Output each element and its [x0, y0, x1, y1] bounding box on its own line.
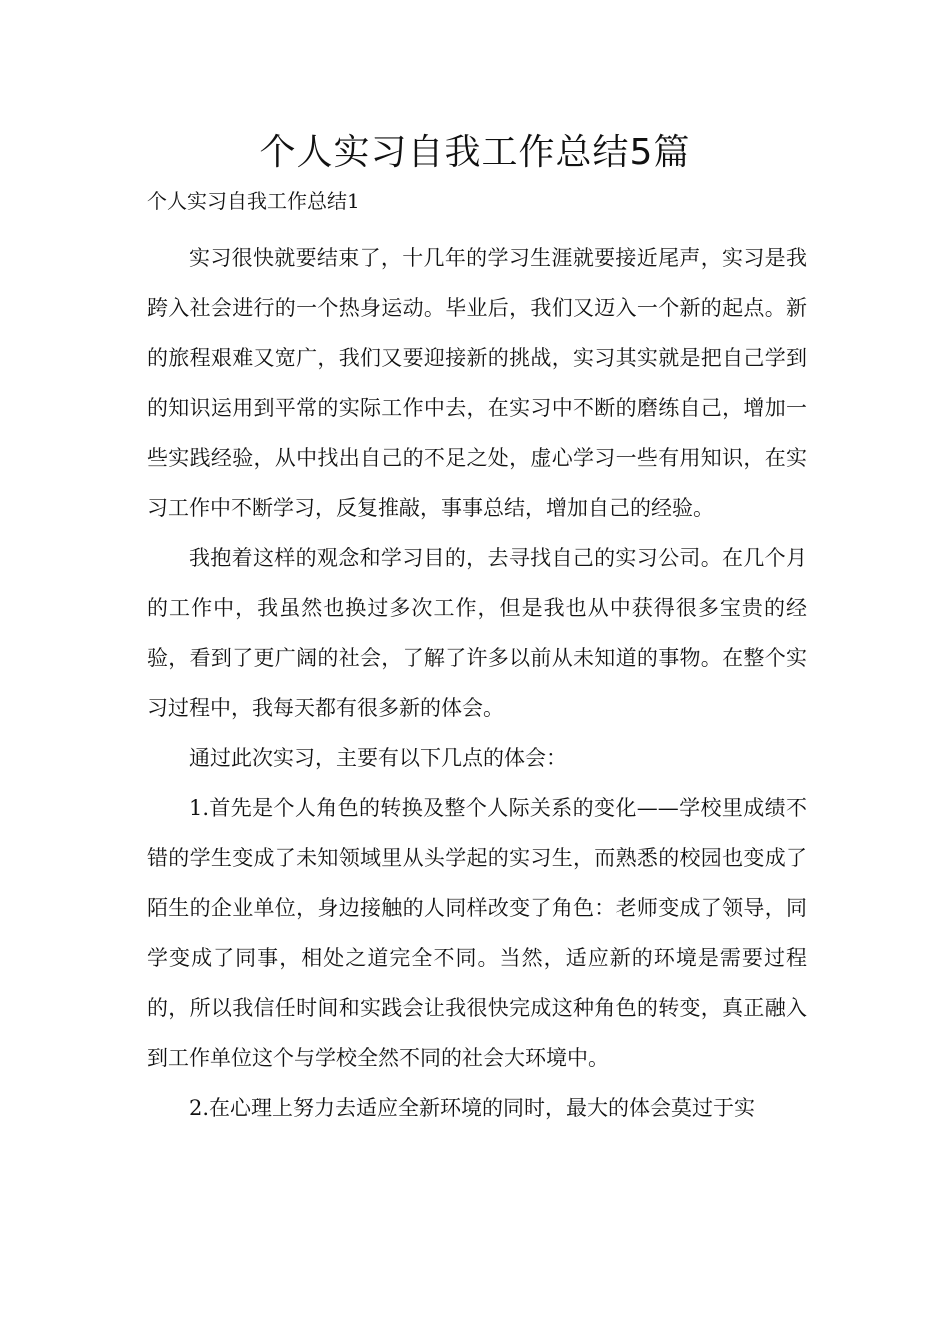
document-title: 个人实习自我工作总结5篇 [259, 132, 691, 173]
paragraph-1: 实习很快就要结束了，十几年的学习生涯就要接近尾声，实习是我跨入社会进行的一个热身运动。毕业后，我们又迈入一个新的起点。新的旅程艰难又宽广，我们又要迎接新的挑战，实习其实就是把自己学到的知识运用到平常的实际工作中去，在实习中不断的磨练自己，增加一些实践经验，从中找出自己的不足之处，虚心学习一些有用知识，在实习工作中不断学习，反复推敲，事事总结，增加自己的经验。 [147, 246, 807, 520]
document-body [147, 233, 807, 1133]
paragraph-5: 2.在心理上努力去适应全新环境的同时，最大的体会莫过于实 [189, 1096, 756, 1120]
paragraph-2: 我抱着这样的观念和学习目的，去寻找自己的实习公司。在几个月的工作中，我虽然也换过多次工作，但是我也从中获得很多宝贵的经验，看到了更广阔的社会，了解了许多以前从未知道的事物。在整个实习过程中，我每天都有很多新的体会。 [147, 546, 807, 720]
paragraph-4: 1.首先是个人角色的转换及整个人际关系的变化——学校里成绩不错的学生变成了未知领域里从头学起的实习生，而熟悉的校园也变成了陌生的企业单位，身边接触的人同样改变了角色：老师变成了领导，同学变成了同事，相处之道完全不同。当然，适应新的环境是需要过程的，所以我信任时间和实践会让我很快完成这种角色的转变，真正融入到工作单位这个与学校全然不同的社会大环境中。 [147, 796, 807, 1070]
paragraph-3: 通过此次实习，主要有以下几点的体会： [189, 746, 567, 770]
section-heading: 个人实习自我工作总结1 [147, 189, 360, 213]
